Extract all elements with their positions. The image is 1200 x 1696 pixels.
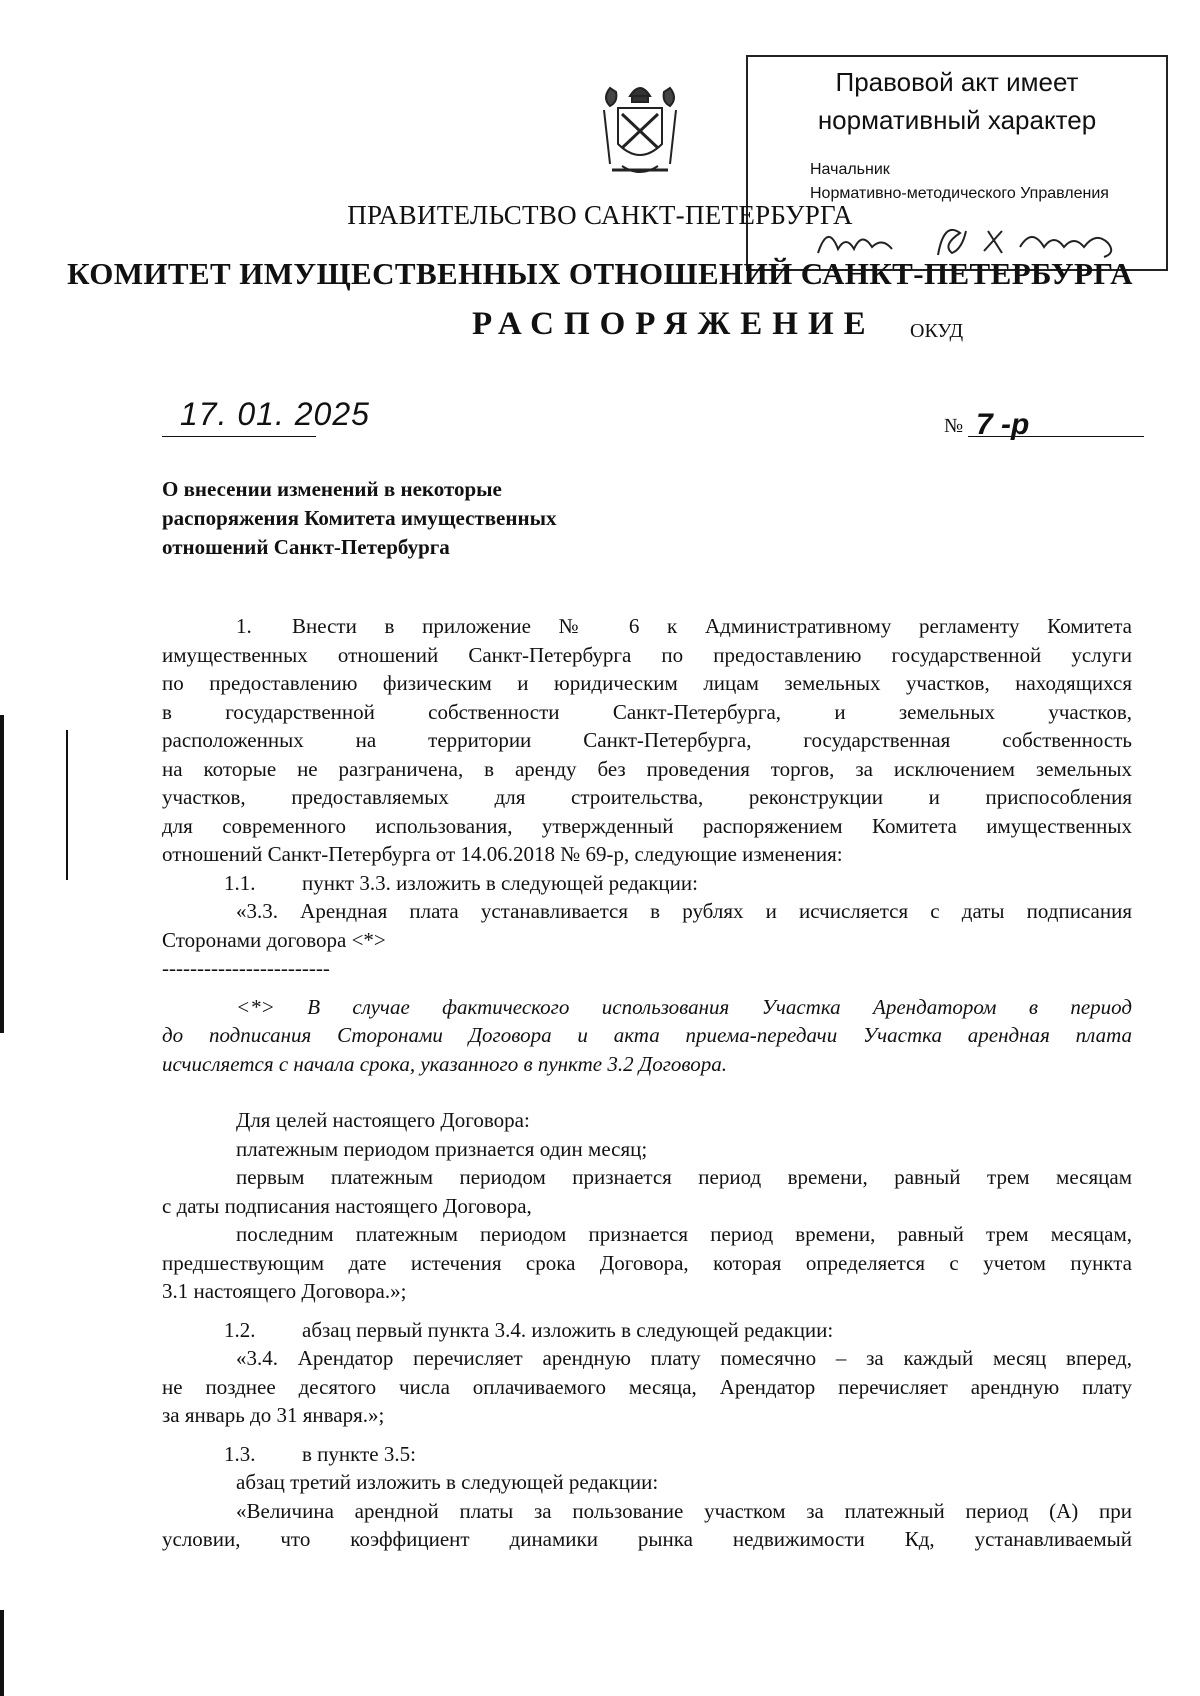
period-definition: 3.1 настоящего Договора.»;: [162, 1279, 407, 1303]
committee-title: КОМИТЕТ ИМУЩЕСТВЕННЫХ ОТНОШЕНИЙ САНКТ-ПЕТЕРБУРГА: [67, 256, 1133, 291]
scan-margin-mark: [0, 1610, 4, 1696]
paragraph-1-line: отношений Санкт-Петербурга от 14.06.2018 № 69-р, следующие изменения:: [162, 842, 843, 866]
date-underline: [162, 436, 316, 437]
stamp-text-line2: нормативный характер: [817, 105, 1097, 135]
paragraph-1-line: 1. Внести в приложение № 6 к Административному регламенту Комитета: [162, 612, 1132, 641]
normative-act-stamp: [746, 55, 1168, 271]
stamp-text-line1: Правовой акт имеет: [835, 67, 1079, 97]
document-type: РАСПОРЯЖЕНИЕ: [472, 306, 876, 342]
item-1-3: 1.3. в пункте 3.5:: [224, 1441, 416, 1466]
item-1-2: 1.2. абзац первый пункта 3.4. изложить в следующей редакции:: [224, 1317, 834, 1342]
paragraph-1-line: по предоставлению физическим и юридическим лицам земельных участков, находящихся: [162, 671, 1132, 695]
quote-3-4-line: не позднее десятого числа оплачиваемого месяца, Арендатор перечисляет арендную плату: [162, 1374, 1132, 1399]
document-subject: [162, 475, 762, 562]
paragraph-1-line: в государственной собственности Санкт-Петербурга, и земельных участков,: [162, 699, 1132, 724]
government-title: ПРАВИТЕЛЬСТВО САНКТ-ПЕТЕРБУРГА: [347, 200, 853, 230]
quote-3-3-line: «3.3. Арендная плата устанавливается в рублях и исчисляется с даты подписания: [236, 899, 1132, 923]
quote-3-4-line: за январь до 31 января.»;: [162, 1403, 385, 1427]
stamp-role-line2: Нормативно-методического Управления: [810, 185, 1109, 202]
item-number: 1.: [236, 614, 252, 638]
period-definition: платежным периодом признается один месяц;: [236, 1136, 648, 1161]
quote-3-3-line: Сторонами договора <*>: [162, 927, 386, 952]
period-definition: первым платежным периодом признается период времени, равный трем месяцам: [236, 1165, 1132, 1189]
document-number: 7 -р: [976, 408, 1030, 441]
period-definition: последним платежным периодом признается период времени, равный трем месяцам,: [236, 1222, 1132, 1246]
paragraph-1-line: на которые не разграничена, в аренду без проведения торгов, за исключением земельных: [162, 756, 1132, 781]
rent-formula-line: «Величина арендной платы за пользование участком за платежный период (А) при: [236, 1498, 1132, 1523]
okud-label: ОКУД: [910, 320, 964, 342]
purposes-line: Для целей настоящего Договора:: [236, 1108, 530, 1132]
document-body: [162, 612, 1132, 1554]
footnote-line: <*> В случае фактического использования Участка Арендатором в период: [236, 994, 1132, 1019]
paragraph-1-line: имущественных отношений Санкт-Петербурга по предоставлению государственной услуги: [162, 642, 1132, 667]
scan-margin-mark: [0, 715, 4, 1033]
paragraph-1-line: расположенных на территории Санкт-Петербурга, государственная собственность: [162, 728, 1132, 752]
footnote-line: до подписания Сторонами Договора и акта приема-передачи Участка арендная плата: [162, 1023, 1132, 1047]
paragraph-1-line: участков, предоставляемых для строительства, реконструкции и приспособления: [162, 785, 1132, 809]
paragraph-1-line: для современного использования, утвержденный распоряжением Комитета имущественных: [162, 813, 1132, 838]
document-date: 17. 01. 2025: [180, 396, 370, 432]
emblem-icon: [592, 74, 688, 189]
scan-margin-mark: [66, 730, 68, 880]
period-definition: предшествующим дате истечения срока Договора, которая определяется с учетом пункта: [162, 1250, 1132, 1275]
footnote-line: исчисляется с начала срока, указанного в пункте 3.2 Договора.: [162, 1051, 727, 1076]
number-underline: [968, 436, 1144, 437]
stamp-role-line1: Начальник: [810, 161, 890, 178]
item-1-1: 1.1. пункт 3.3. изложить в следующей редакции:: [224, 870, 698, 895]
subject-line: О внесении изменений в некоторые: [162, 477, 502, 501]
paragraph-line: абзац третий изложить в следующей редакции:: [236, 1470, 659, 1494]
rent-formula-line: условии, что коэффициент динамики рынка недвижимости Кд, устанавливаемый: [162, 1527, 1132, 1551]
subject-line: отношений Санкт-Петербурга: [162, 535, 450, 559]
subject-line: распоряжения Комитета имущественных: [162, 506, 557, 530]
number-label: №: [944, 415, 964, 437]
quote-3-4-line: «3.4. Арендатор перечисляет арендную плату помесячно – за каждый месяц вперед,: [236, 1346, 1132, 1370]
footnote-separator: ------------------------: [162, 956, 330, 980]
period-definition: с даты подписания настоящего Договора,: [162, 1193, 532, 1218]
